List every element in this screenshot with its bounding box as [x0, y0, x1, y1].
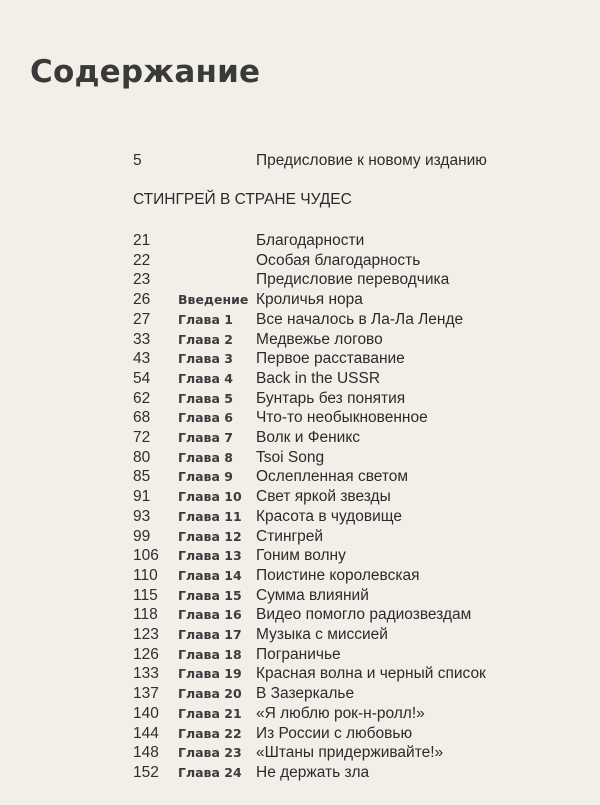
entry-title: Бунтарь без понятия: [256, 389, 406, 407]
entry-title: Все началось в Ла-Ла Ленде: [256, 310, 464, 328]
toc-entry: [0, 586, 600, 606]
chapter-label: Глава 5: [178, 390, 233, 406]
toc-entry: [0, 231, 600, 251]
entry-title: Волк и Феникс: [256, 429, 361, 446]
page-number: 126: [133, 645, 159, 663]
chapter-label: Глава 8: [178, 449, 233, 465]
chapter-label: Глава 4: [178, 370, 233, 386]
page-number: 26: [133, 291, 151, 309]
page-number: 137: [133, 685, 159, 703]
entry-title: В Зазеркалье: [256, 685, 355, 703]
page-number: 144: [133, 724, 159, 742]
page-number: 91: [133, 488, 151, 506]
chapter-label: Глава 19: [178, 666, 242, 682]
page-number: 43: [133, 350, 151, 368]
toc-entry: [0, 330, 600, 350]
page-number: 21: [133, 232, 151, 249]
toc-entry: [0, 389, 600, 409]
entry-title: Медвежье логово: [256, 330, 383, 348]
entry-title: «Штаны придерживайте!»: [256, 744, 444, 762]
page-number: 99: [133, 527, 151, 545]
entry-title: Первое расставание: [256, 350, 405, 368]
toc-entry: [0, 290, 600, 310]
toc-entry: [0, 251, 600, 271]
page-number: 23: [133, 271, 151, 289]
toc-entry: [0, 625, 600, 645]
chapter-label: Глава 22: [178, 725, 242, 741]
page-number: 5: [133, 152, 142, 169]
chapter-label: Глава 1: [178, 311, 233, 327]
entry-title: Красная волна и черный список: [256, 665, 486, 683]
entry-title: Особая благодарность: [256, 251, 421, 269]
entry-title: Ослепленная светом: [256, 468, 409, 486]
page-number: 115: [133, 586, 158, 604]
chapter-label: Введение: [178, 292, 249, 308]
entry-title: Кроличья нора: [256, 291, 363, 309]
toc-entry: [0, 605, 600, 625]
page-number: 110: [133, 566, 158, 584]
chapter-label: Глава 15: [178, 587, 242, 603]
page-number: 62: [133, 389, 151, 407]
entry-title: Красота в чудовище: [256, 507, 402, 525]
toc-entry: [0, 467, 600, 487]
toc-entry: [0, 704, 600, 724]
page-number: 123: [133, 626, 159, 643]
toc-entry: [0, 664, 600, 684]
page-number: 80: [133, 448, 151, 466]
chapter-label: Глава 24: [178, 764, 242, 780]
toc-entry: [0, 684, 600, 704]
toc-entry: [0, 546, 600, 566]
page-number: 68: [133, 409, 151, 427]
entry-title: Из России с любовью: [256, 724, 413, 742]
chapter-label: Глава 3: [178, 351, 233, 367]
toc-entry: [0, 428, 600, 448]
entry-title: Что-то необыкновенное: [256, 409, 428, 427]
chapter-label: Глава 21: [178, 705, 242, 721]
chapter-label: Глава 6: [178, 410, 233, 426]
page-title: Содержание: [30, 54, 261, 90]
toc-entry: [0, 408, 600, 428]
entry-title: Поистине королевская: [256, 566, 420, 584]
entry-title: Свет яркой звезды: [256, 488, 391, 506]
toc-entry: [0, 507, 600, 527]
chapter-label: Глава 9: [178, 469, 233, 485]
chapter-label: Глава 20: [178, 686, 242, 702]
toc-entry: [0, 349, 600, 369]
entry-title: Гоним волну: [256, 547, 346, 565]
toc-entry: [0, 566, 600, 586]
chapter-label: Глава 2: [178, 331, 233, 347]
page-number: 85: [133, 468, 151, 486]
chapter-label: Глава 16: [178, 607, 242, 623]
chapter-label: Глава 10: [178, 489, 242, 505]
chapter-label: Глава 13: [178, 548, 242, 564]
entry-title: Пограничье: [256, 645, 341, 663]
toc-entry: [0, 527, 600, 547]
chapter-label: Глава 23: [178, 745, 242, 761]
preface-row: [0, 151, 600, 171]
toc-entry: [0, 270, 600, 290]
page-number: 148: [133, 744, 159, 762]
chapter-label: Глава 14: [178, 567, 242, 583]
page-number: 118: [133, 606, 158, 624]
entry-title: Tsoi Song: [256, 448, 325, 466]
page-number: 93: [133, 507, 151, 525]
chapter-label: Глава 18: [178, 646, 242, 662]
toc-entry: [0, 448, 600, 468]
chapter-label: Глава 11: [178, 508, 242, 524]
entry-title: Back in the USSR: [256, 369, 381, 387]
section-heading: СТИНГРЕЙ В СТРАНЕ ЧУДЕС: [133, 191, 352, 208]
toc-entry: [0, 310, 600, 330]
toc-entry: [0, 724, 600, 744]
toc-entry: [0, 763, 600, 783]
page-number: 22: [133, 251, 151, 269]
chapter-label: Глава 12: [178, 528, 242, 544]
chapter-label: Глава 7: [178, 430, 233, 445]
page-number: 133: [133, 665, 159, 683]
page-number: 140: [133, 704, 159, 722]
toc-entry: [0, 487, 600, 507]
page-number: 27: [133, 310, 151, 328]
entry-title: Благодарности: [256, 232, 365, 249]
entry-title: Музыка с миссией: [256, 626, 388, 643]
page-number: 72: [133, 429, 151, 446]
toc-entry: [0, 743, 600, 763]
entry-title: Предисловие переводчика: [256, 271, 450, 289]
toc-entry: [0, 369, 600, 389]
page-number: 33: [133, 330, 151, 348]
chapter-label: Глава 17: [178, 627, 242, 642]
entry-title: Сумма влияний: [256, 586, 369, 604]
entry-title: Видео помогло радиозвездам: [256, 606, 472, 624]
page-number: 106: [133, 547, 159, 565]
entry-title: Не держать зла: [256, 763, 370, 781]
entry-title: «Я люблю рок-н-ролл!»: [256, 704, 425, 722]
toc-entry: [0, 645, 600, 665]
page-number: 54: [133, 369, 151, 387]
entry-title: Стингрей: [256, 527, 324, 545]
entry-title: Предисловие к новому изданию: [256, 152, 487, 169]
page-number: 152: [133, 763, 159, 781]
